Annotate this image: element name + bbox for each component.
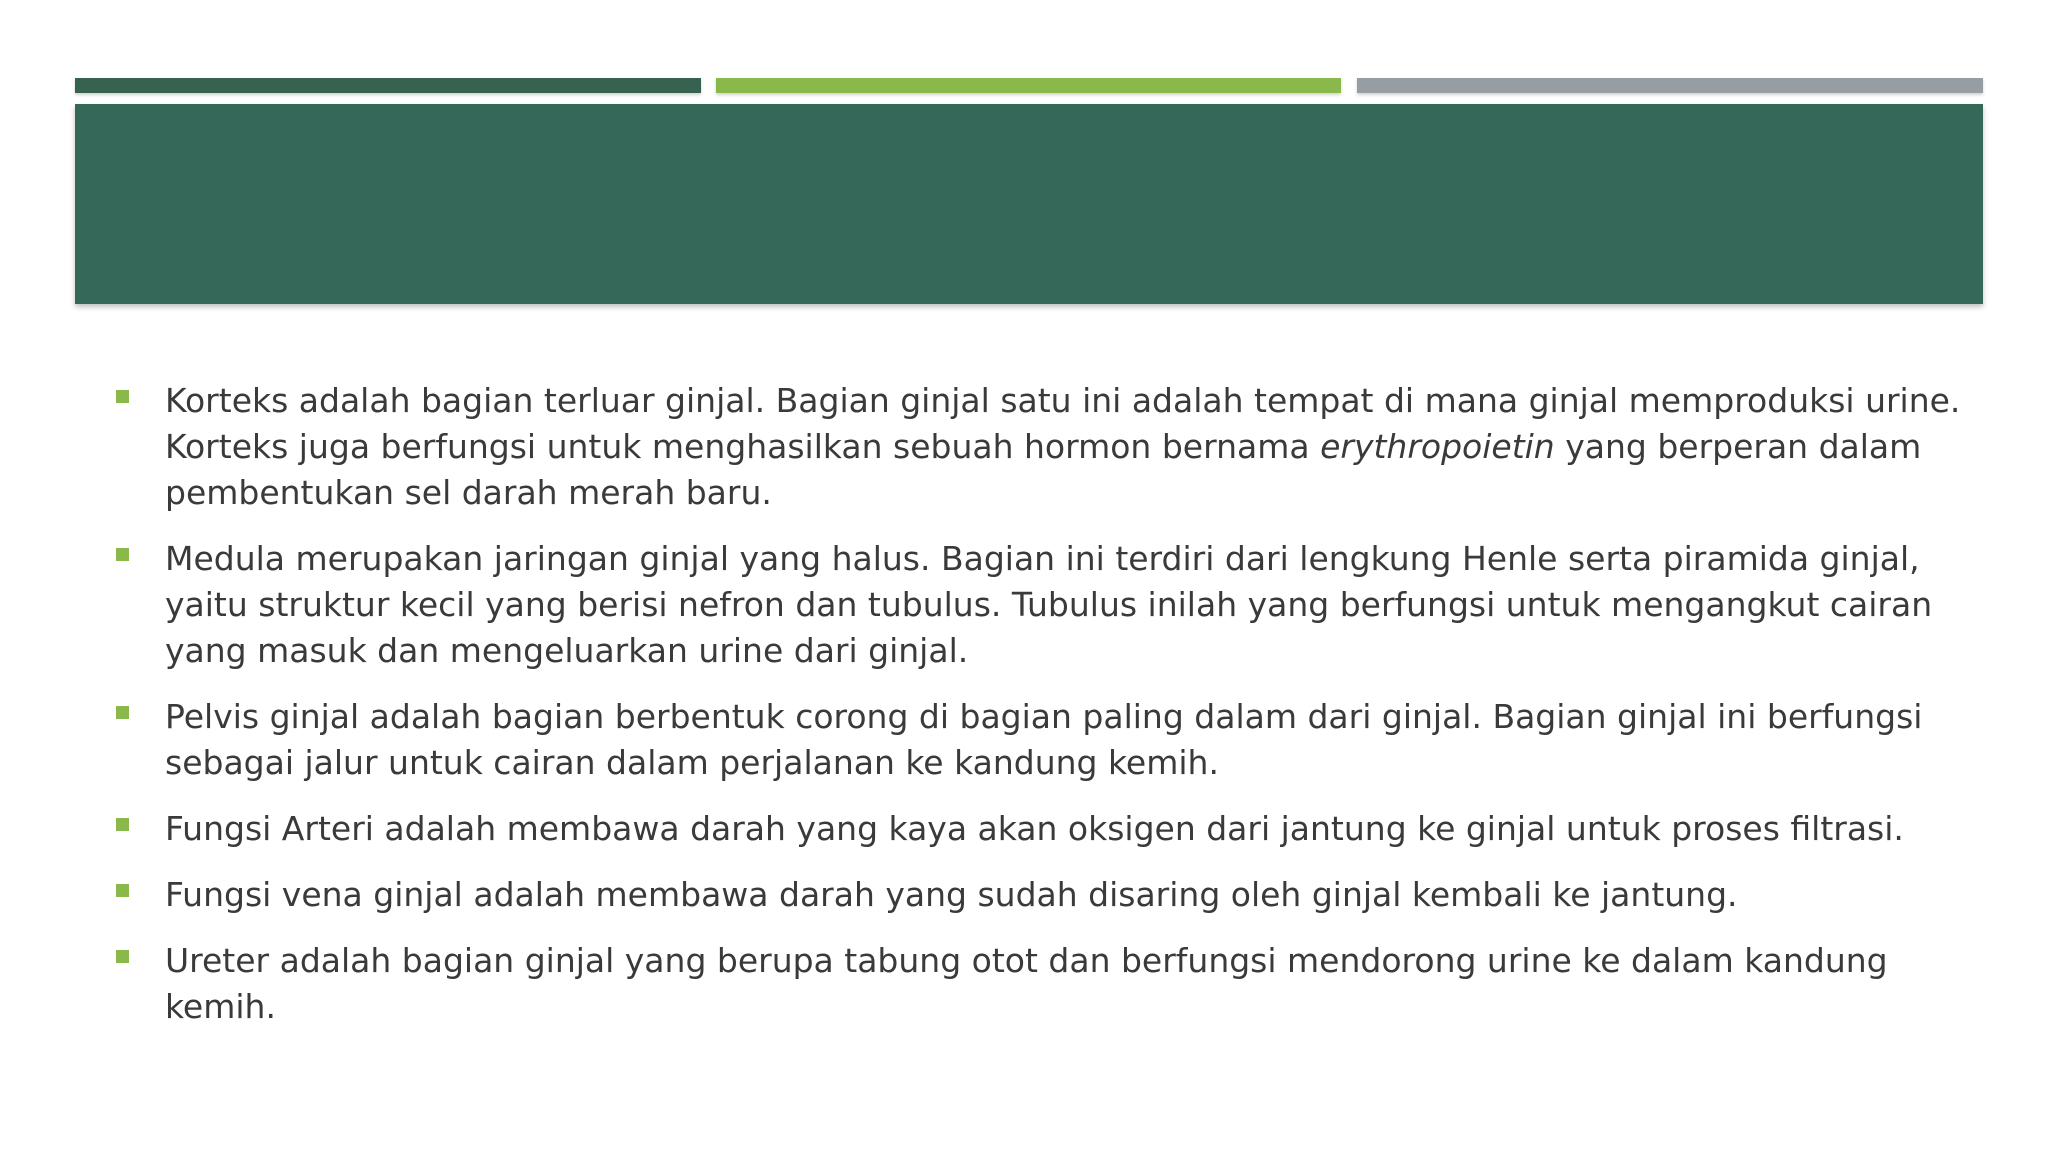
- square-bullet-icon: [116, 706, 129, 719]
- square-bullet-icon: [116, 950, 129, 963]
- bullet-item-medula: [116, 536, 1976, 674]
- bullet-text[interactable]: Medula merupakan jaringan ginjal yang halus. Bagian ini terdiri dari lengkung Henle serta piramida ginjal, yaitu struktur kecil yang berisi nefron dan tubulus. Tubulus inilah yang berfungsi untuk mengangkut cairan yang masuk dan mengeluarkan urine dari ginjal.: [165, 539, 1933, 670]
- bullet-item-arteri: [116, 806, 1976, 852]
- bullet-item-korteks: [116, 378, 1976, 516]
- accent-bar-dark-green: [75, 78, 701, 93]
- bullet-list: [116, 378, 1976, 1050]
- square-bullet-icon: [116, 390, 129, 403]
- bullet-text[interactable]: Pelvis ginjal adalah bagian berbentuk corong di bagian paling dalam dari ginjal. Bagian ginjal ini berfungsi sebagai jalur untuk cairan dalam perjalanan ke kandung kemih.: [165, 697, 1923, 782]
- bullet-text[interactable]: [165, 381, 1960, 512]
- bullet-item-pelvis: [116, 694, 1976, 786]
- square-bullet-icon: [116, 818, 129, 831]
- title-band[interactable]: [75, 104, 1983, 304]
- square-bullet-icon: [116, 884, 129, 897]
- bullet-item-ureter: [116, 938, 1976, 1030]
- accent-bar-light-green: [716, 78, 1341, 93]
- bullet-text[interactable]: Fungsi Arteri adalah membawa darah yang kaya akan oksigen dari jantung ke ginjal untuk proses filtrasi.: [165, 809, 1904, 848]
- accent-bar-gray: [1357, 78, 1983, 93]
- bullet-text-part: yang berperan dalam pembentukan sel darah merah baru.: [165, 427, 1922, 512]
- bullet-text[interactable]: Ureter adalah bagian ginjal yang berupa tabung otot dan berfungsi mendorong urine ke dalam kandung kemih.: [165, 941, 1888, 1026]
- bullet-item-vena: [116, 872, 1976, 918]
- bullet-text-italic: erythropoietin: [1320, 427, 1555, 466]
- bullet-text-part: Korteks adalah bagian terluar ginjal. Bagian ginjal satu ini adalah tempat di mana ginjal memproduksi urine. Korteks juga berfungsi untuk menghasilkan sebuah hormon bernama: [165, 381, 1961, 466]
- bullet-text[interactable]: Fungsi vena ginjal adalah membawa darah yang sudah disaring oleh ginjal kembali ke jantung.: [165, 875, 1738, 914]
- square-bullet-icon: [116, 548, 129, 561]
